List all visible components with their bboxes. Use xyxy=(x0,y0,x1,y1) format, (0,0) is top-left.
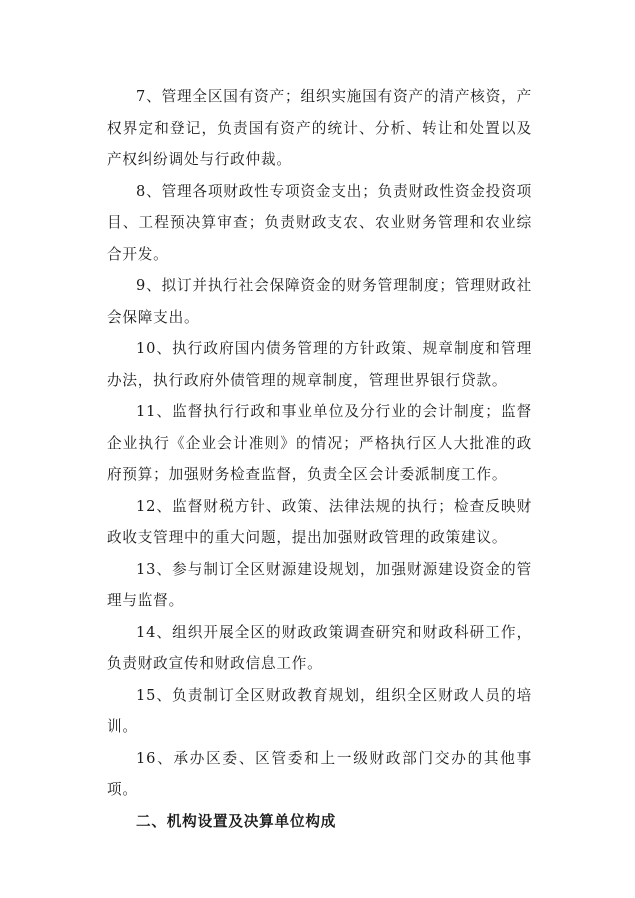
paragraph-item-13: 13、参与制订全区财源建设规划，加强财源建设资金的管理与监督。 xyxy=(107,560,532,609)
paragraph-item-8: 8、管理各项财政性专项资金支出；负责财政性资金投资项目、工程预决算审查；负责财政支农、农业财务管理和农业综合开发。 xyxy=(107,182,532,263)
section-heading: 二、机构设置及决算单位构成 xyxy=(136,812,337,830)
paragraph-item-12: 12、监督财税方针、政策、法律法规的执行；检查反映财政收支管理中的重大问题，提出加强财政管理的政策建议。 xyxy=(107,497,532,546)
paragraph-item-9: 9、拟订并执行社会保障资金的财务管理制度；管理财政社会保障支出。 xyxy=(107,277,532,326)
paragraph-item-15: 15、负责制订全区财政教育规划，组织全区财政人员的培训。 xyxy=(107,686,532,735)
document-body xyxy=(107,81,532,837)
paragraph-item-10: 10、执行政府国内债务管理的方针政策、规章制度和管理办法，执行政府外债管理的规章制度，管理世界银行贷款。 xyxy=(107,340,532,389)
paragraph-item-14: 14、组织开展全区的财政政策调查研究和财政科研工作，负责财政宣传和财政信息工作。 xyxy=(107,623,532,672)
paragraph-item-7: 7、管理全区国有资产；组织实施国有资产的清产核资，产权界定和登记，负责国有资产的统计、分析、转让和处置以及产权纠纷调处与行政仲裁。 xyxy=(107,88,532,168)
paragraph-item-11: 11、监督执行行政和事业单位及分行业的会计制度；监督企业执行《企业会计准则》的情况；严格执行区人大批准的政府预算；加强财务检查监督，负责全区会计委派制度工作。 xyxy=(107,403,532,483)
paragraph-item-16: 16、承办区委、区管委和上一级财政部门交办的其他事项。 xyxy=(107,749,532,798)
